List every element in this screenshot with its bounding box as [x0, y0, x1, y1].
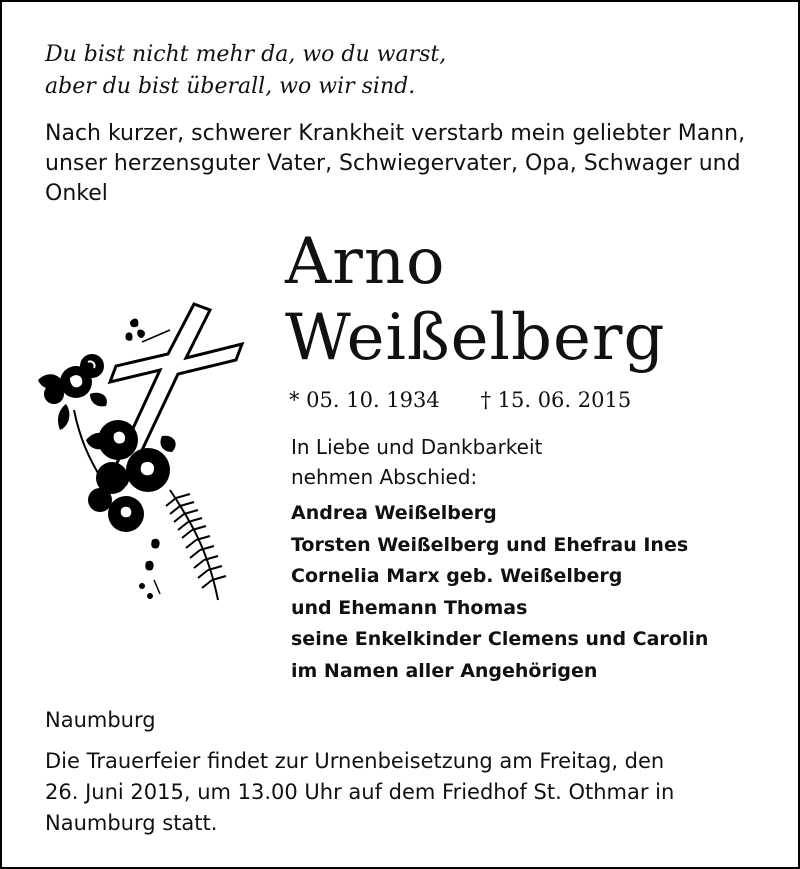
service-line: Naumburg statt.: [45, 811, 218, 835]
mourner-line: im Namen aller Angehörigen: [291, 659, 598, 682]
intro-line: Nach kurzer, schwerer Krankheit verstarb mein geliebter Mann,: [45, 121, 746, 146]
mourner-line: seine Enkelkinder Clemens und Carolin: [291, 628, 709, 650]
service-line: 26. Juni 2015, um 13.00 Uhr auf dem Friedhof St. Othmar in: [45, 780, 675, 804]
intro-line: Onkel: [45, 181, 108, 206]
memorial-quote: [45, 39, 745, 103]
service-line: Die Trauerfeier findet zur Urnenbeisetzung am Freitag, den: [45, 749, 665, 773]
death-announcement-text: [45, 119, 765, 209]
place-name: Naumburg: [45, 708, 156, 732]
quote-line: aber du bist überall, wo wir sind.: [45, 74, 416, 99]
farewell-line: nehmen Abschied:: [291, 465, 478, 489]
funeral-service-info: [45, 746, 765, 839]
quote-line: Du bist nicht mehr da, wo du warst,: [45, 42, 447, 67]
mourner-line: Torsten Weißelberg und Ehefrau Ines: [291, 533, 689, 556]
deceased-first-name: Arno: [285, 225, 446, 299]
deceased-last-name: Weißelberg: [285, 301, 666, 375]
death-date: † 15. 06. 2015: [480, 388, 632, 412]
mourners-list: [291, 498, 708, 687]
birth-date: * 05. 10. 1934: [289, 388, 440, 412]
farewell-line: In Liebe und Dankbarkeit: [291, 435, 543, 459]
cross-with-roses-icon: [30, 300, 260, 620]
mourner-line: Cornelia Marx geb. Weißelberg: [291, 565, 623, 587]
intro-line: unser herzensguter Vater, Schwiegervater, Opa, Schwager und: [45, 151, 741, 176]
farewell-text: [291, 432, 542, 492]
bud-icon: [139, 539, 160, 599]
rose-bouquet-icon: [86, 420, 176, 532]
fern-icon: [166, 490, 226, 600]
leaf-sprig-icon: [125, 319, 170, 342]
mourner-line: und Ehemann Thomas: [291, 596, 528, 619]
rose-icon: [38, 354, 107, 430]
life-dates: [289, 385, 631, 415]
deceased-name: [285, 224, 665, 376]
mourner-line: Andrea Weißelberg: [291, 502, 497, 524]
cross-icon: [110, 304, 242, 484]
